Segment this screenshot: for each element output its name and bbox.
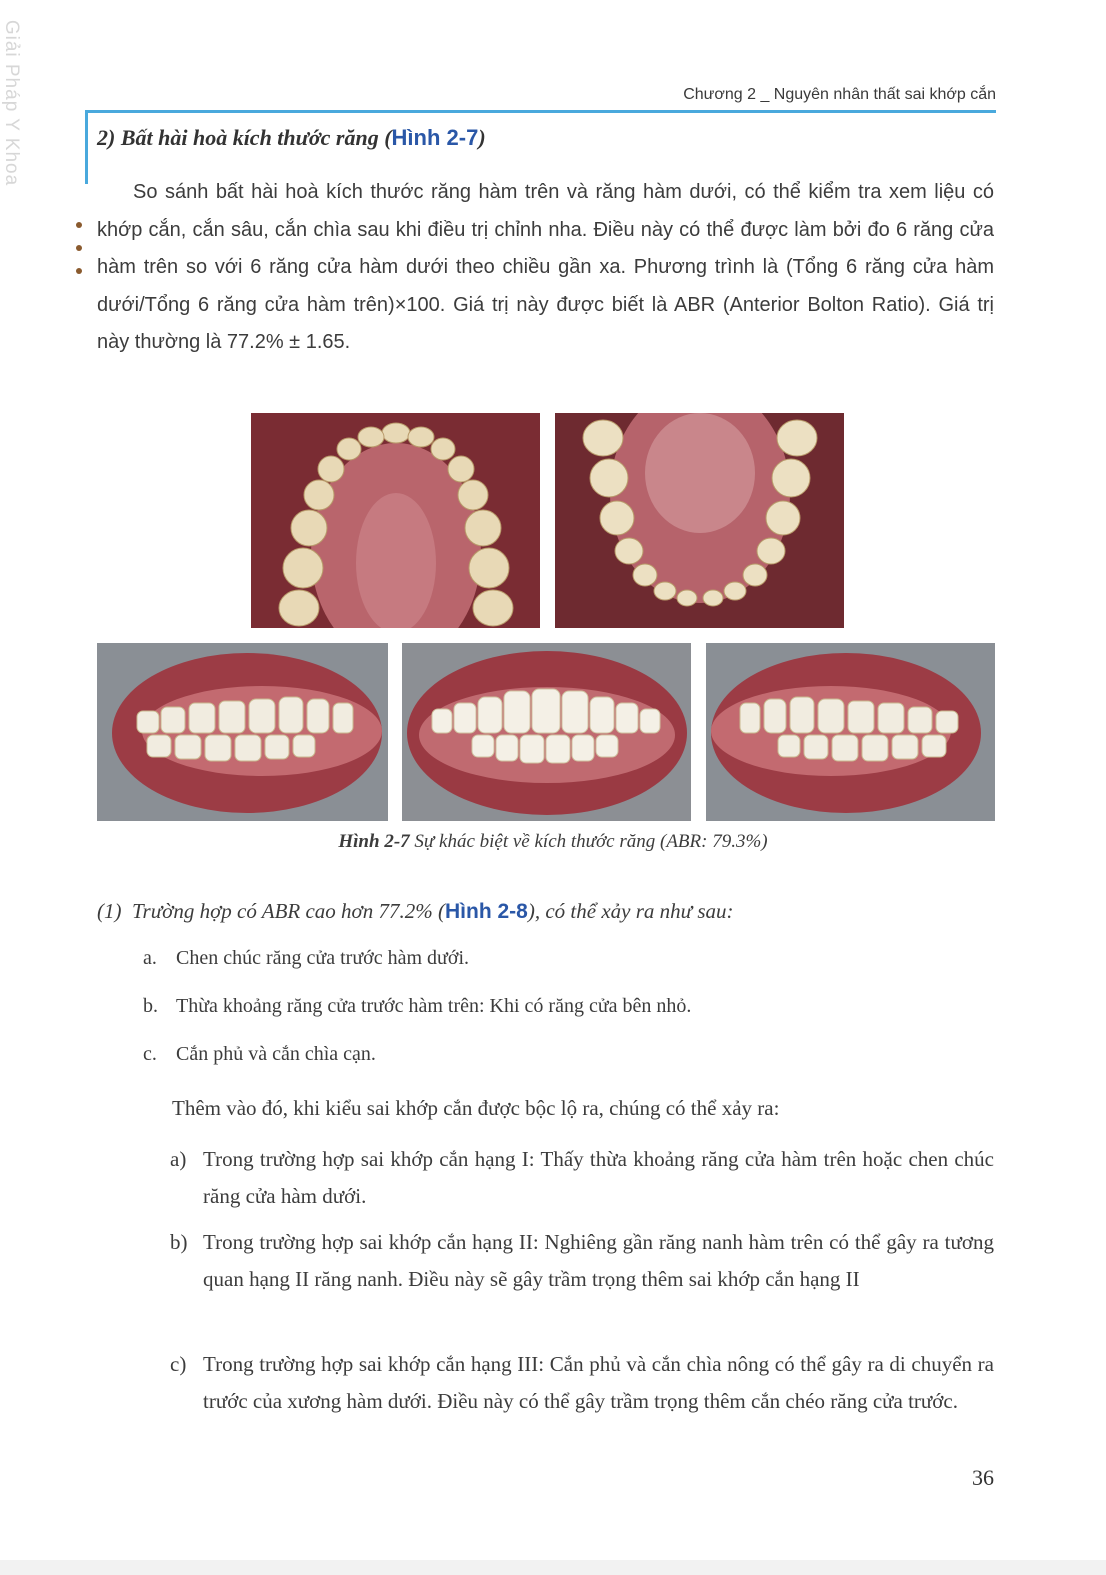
case-lead-text: Trường hợp có ABR cao hơn 77.2% ( <box>132 899 446 923</box>
photo-frontal <box>402 643 691 821</box>
list-item <box>143 947 469 970</box>
list-text: Chen chúc răng cửa trước hàm dưới. <box>176 947 470 969</box>
figure-link-2-7[interactable]: Hình 2-7 <box>391 125 479 150</box>
section-title <box>97 125 486 151</box>
caption-label: Hình 2-7 <box>338 831 410 852</box>
caption-text: Sự khác biệt về kích thước răng (ABR: 79.3%) <box>409 831 768 852</box>
list-text: Trong trường hợp sai khớp cắn hạng I: Thấy thừa khoảng răng cửa hàm trên hoặc chen chúc răng cửa hàm dưới. <box>203 1147 994 1208</box>
case-list-lead <box>97 899 734 924</box>
running-header: Chương 2 _ Nguyên nhân thất sai khớp cắn <box>683 86 996 103</box>
list-marker: a. <box>143 947 157 969</box>
list-item <box>170 1141 994 1215</box>
intro-paragraph <box>97 174 994 362</box>
photo-left-buccal <box>706 643 995 821</box>
list-marker: a) <box>170 1147 187 1171</box>
list-item <box>143 995 691 1018</box>
figure-caption <box>0 831 1106 853</box>
margin-dot <box>76 245 82 251</box>
header-rule <box>85 110 996 113</box>
section-title-text: 2) Bất hài hoà kích thước răng ( <box>97 125 392 150</box>
additional-lead: Thêm vào đó, khi kiểu sai khớp cắn được bộc lộ ra, chúng có thể xảy ra: <box>172 1096 780 1120</box>
margin-dot <box>76 222 82 228</box>
intro-line: là (Tổng 6 răng cửa hàm dưới/Tổng 6 răng cửa hàm trên)×100. Giá trị này được biết là <box>97 256 994 316</box>
list-text: Trong trường hợp sai khớp cắn hạng III: Cắn phủ và cắn chìa nông có thể gây ra di chuyển ra trước của xương hàm dưới. Điều này có thể gây trầm trọng thêm cắn chéo răng cửa trước. <box>203 1352 994 1413</box>
list-marker: b. <box>143 995 158 1017</box>
list-item <box>170 1346 994 1420</box>
list-text: Thừa khoảng răng cửa trước hàm trên: Khi có răng cửa bên nhỏ. <box>176 995 692 1017</box>
case-marker: (1) <box>97 899 122 923</box>
list-text: Cắn phủ và cắn chìa cạn. <box>176 1043 376 1065</box>
bottom-bar <box>0 1560 1106 1575</box>
watermark-text: Giải Pháp Y Khoa <box>1 19 22 187</box>
photo-right-buccal <box>97 643 388 821</box>
list-item <box>170 1224 994 1298</box>
photo-upper-occlusal <box>251 413 540 628</box>
intro-line: liệu có khớp cắn, cắn sâu, cắn chìa sau khi điều trị chỉnh nha. Điều này có thể được làm <box>97 181 995 241</box>
margin-dot <box>76 268 82 274</box>
page-number: 36 <box>972 1465 994 1490</box>
margin-dots <box>76 222 82 291</box>
list-marker: c. <box>143 1043 157 1065</box>
header-rule-left <box>85 110 88 184</box>
side-watermark <box>0 8 24 198</box>
intro-line: bởi đo 6 răng cửa hàm trên so với 6 răng cửa hàm dưới theo chiều gần xa. Phương trình <box>97 218 994 278</box>
figure-link-2-8[interactable]: Hình 2-8 <box>445 900 528 923</box>
list-item <box>143 1043 376 1066</box>
photo-lower-occlusal <box>555 413 844 628</box>
list-marker: c) <box>170 1352 187 1376</box>
intro-line: ABR (Anterior Bolton Ratio). Giá trị này thường là 77.2% ± 1.65. <box>97 293 994 353</box>
list-marker: b) <box>170 1230 188 1254</box>
section-title-suffix: ) <box>478 125 486 150</box>
list-text: Trong trường hợp sai khớp cắn hạng II: Nghiêng gần răng nanh hàm trên có thể gây ra tương quan hạng II răng nanh. Điều này sẽ gây trầm trọng thêm sai khớp cắn hạng II <box>203 1230 994 1291</box>
case-lead-suffix: ), có thể xảy ra như sau: <box>527 899 734 923</box>
intro-line: So sánh bất hài hoà kích thước răng hàm trên và răng hàm dưới, có thể kiểm tra xem <box>133 181 927 203</box>
